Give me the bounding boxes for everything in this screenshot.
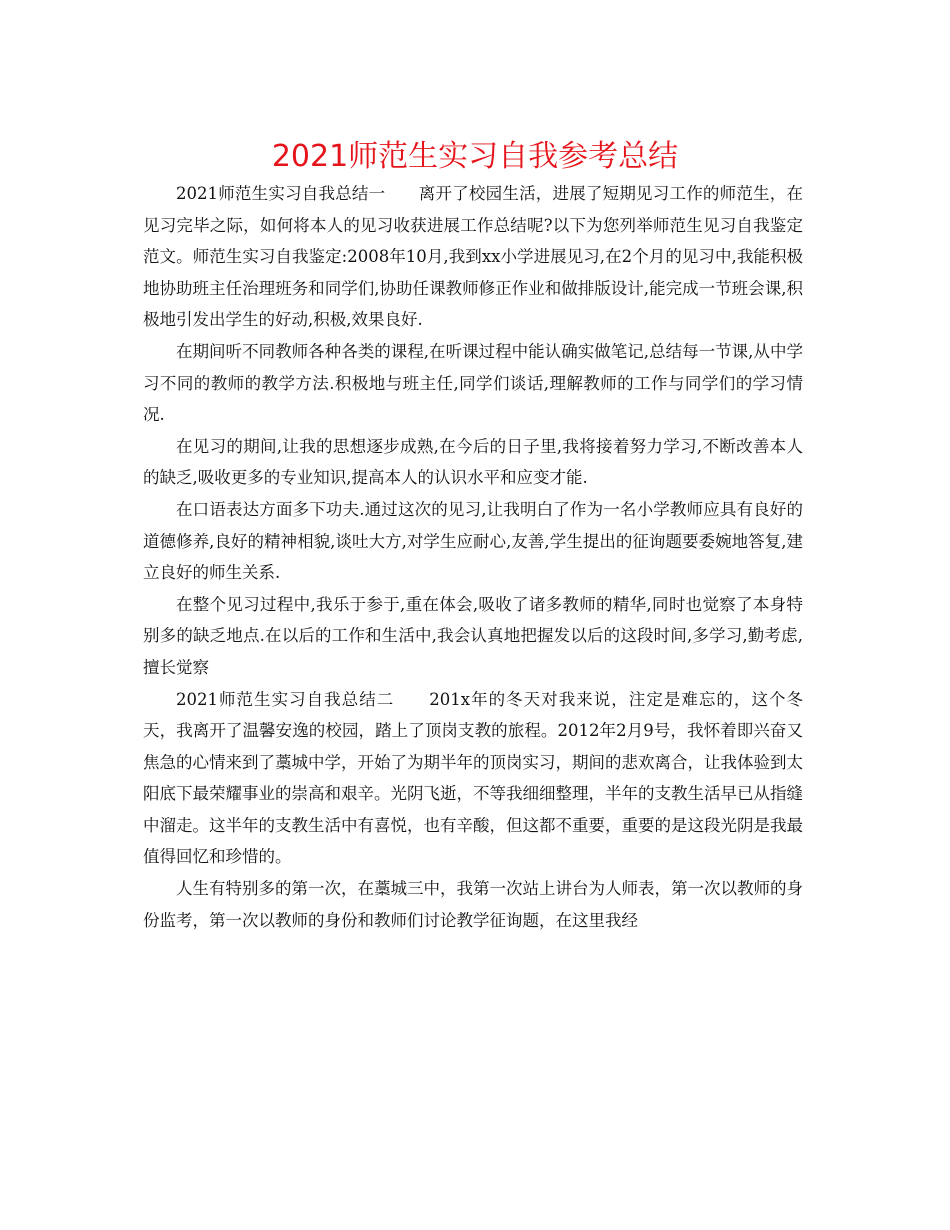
document-title: 2021师范生实习自我参考总结 bbox=[271, 139, 679, 174]
document-body bbox=[143, 178, 803, 936]
paragraph-5: 在整个见习过程中,我乐于参于,重在体会,吸收了诸多教师的精华,同时也觉察了本身特别多的缺乏地点.在以后的工作和生活中,我会认真地把握发以后的这段时间,多学习,勤考虑,擅长觉察 bbox=[143, 594, 803, 677]
paragraph-7: 人生有特别多的第一次，在藁城三中，我第一次站上讲台为人师表，第一次以教师的身份监考，第一次以教师的身份和教师们讨论教学征询题，在这里我经 bbox=[143, 879, 803, 930]
paragraph-4: 在口语表达方面多下功夫.通过这次的见习,让我明白了作为一名小学教师应具有良好的道德修养,良好的精神相貌,谈吐大方,对学生应耐心,友善,学生提出的征询题要委婉地答复,建立良好的师生关系. bbox=[143, 499, 803, 583]
paragraph-1: 2021师范生实习自我总结一 离开了校园生活，进展了短期见习工作的师范生，在见习完毕之际，如何将本人的见习收获进展工作总结呢?以下为您列举师范生见习自我鉴定范文。师范生实习自我鉴定:2008年10月,我到xx小学进展见习,在2个月的见习中,我能积极地协助班主任治理班务和同学们,协助任课教师修正作业和做排版设计,能完成一节班会课,积极地引发出学生的好动,积极,效果良好. bbox=[143, 184, 803, 330]
paragraph-2: 在期间听不同教师各种各类的课程,在听课过程中能认确实做笔记,总结每一节课,从中学习不同的教师的教学方法.积极地与班主任,同学们谈话,理解教师的工作与同学们的学习情况. bbox=[143, 341, 803, 425]
paragraph-3: 在见习的期间,让我的思想逐步成熟,在今后的日子里,我将接着努力学习,不断改善本人的缺乏,吸收更多的专业知识,提高本人的认识水平和应变才能. bbox=[143, 436, 803, 488]
paragraph-6: 2021师范生实习自我总结二 201x年的冬天对我来说，注定是难忘的，这个冬天，我离开了温馨安逸的校园，踏上了顶岗支教的旅程。2012年2月9号，我怀着即兴奋又焦急的心情来到了藁城中学，开始了为期半年的顶岗实习，期间的悲欢离合，让我体验到太阳底下最荣耀事业的崇高和艰辛。光阴飞逝，不等我细细整理，半年的支教生活早已从指缝中溜走。这半年的支教生活中有喜悦，也有辛酸，但这都不重要，重要的是这段光阴是我最值得回忆和珍惜的。 bbox=[143, 689, 803, 867]
